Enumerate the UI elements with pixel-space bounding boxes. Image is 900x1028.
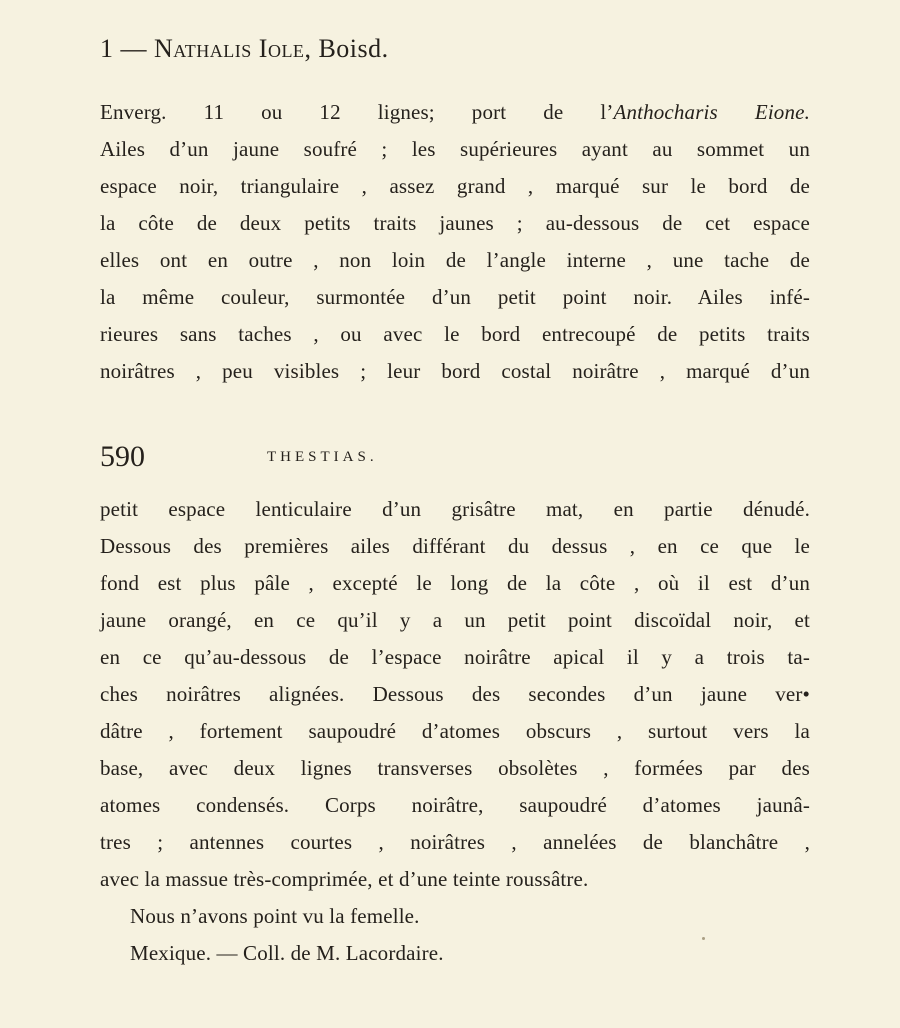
description-line-1-text: Enverg. 11 ou 12 lignes; port de l’ bbox=[100, 100, 614, 124]
continued-line-1: petit espace lenticulaire d’un grisâtre mat, en partie dénudé. bbox=[100, 497, 810, 521]
page-number: 590 bbox=[100, 440, 145, 473]
continued-line-6: ches noirâtres alignées. Dessous des secondes d’un jaune ver• bbox=[100, 682, 810, 706]
anthocharis-eione-name: Anthocharis Eione. bbox=[613, 100, 810, 124]
running-title: THESTIAS. bbox=[267, 449, 378, 465]
continued-line-3: fond est plus pâle , excepté le long de la côte , où il est d’un bbox=[100, 571, 810, 595]
continued-line-10: tres ; antennes courtes , noirâtres , annelées de blanchâtre , bbox=[100, 830, 810, 854]
continued-line-8: base, avec deux lignes transverses obsolètes , formées par des bbox=[100, 756, 810, 780]
description-line-7: rieures sans taches , ou avec le bord entrecoupé de petits traits bbox=[100, 322, 810, 346]
description-line-6: la même couleur, surmontée d’un petit point noir. Ailes infé- bbox=[100, 285, 810, 309]
genus-name: Nathalis bbox=[154, 34, 252, 63]
locality-note: Mexique. — Coll. de M. Lacordaire. bbox=[130, 941, 444, 965]
species-heading bbox=[100, 34, 389, 64]
continued-line-2: Dessous des premières ailes différant du dessus , en ce que le bbox=[100, 534, 810, 558]
continued-line-5: en ce qu’au-dessous de l’espace noirâtre apical il y a trois ta- bbox=[100, 645, 810, 669]
description-line-4: la côte de deux petits traits jaunes ; au-dessous de cet espace bbox=[100, 211, 810, 235]
description-line-3: espace noir, triangulaire , assez grand , marqué sur le bord de bbox=[100, 174, 810, 198]
description-line-5: elles ont en outre , non loin de l’angle interne , une tache de bbox=[100, 248, 810, 272]
description-line-1 bbox=[100, 100, 810, 125]
description-line-8: noirâtres , peu visibles ; leur bord costal noirâtre , marqué d’un bbox=[100, 359, 810, 383]
species-number: 1 bbox=[100, 34, 114, 63]
continued-line-7: dâtre , fortement saupoudré d’atomes obscurs , surtout vers la bbox=[100, 719, 810, 743]
continued-line-4: jaune orangé, en ce qu’il y a un petit point discoïdal noir, et bbox=[100, 608, 810, 632]
female-note: Nous n’avons point vu la femelle. bbox=[130, 904, 420, 928]
species-name: Iole bbox=[258, 34, 305, 63]
description-line-2: Ailes d’un jaune soufré ; les supérieures ayant au sommet un bbox=[100, 137, 810, 161]
running-header bbox=[100, 442, 810, 478]
continued-line-9: atomes condensés. Corps noirâtre, saupoudré d’atomes jaunâ- bbox=[100, 793, 810, 817]
author-name: , Boisd. bbox=[304, 34, 389, 63]
heading-dash: — bbox=[120, 34, 147, 63]
paper-speck bbox=[702, 937, 705, 940]
continued-line-11: avec la massue très-comprimée, et d’une teinte roussâtre. bbox=[100, 867, 589, 891]
